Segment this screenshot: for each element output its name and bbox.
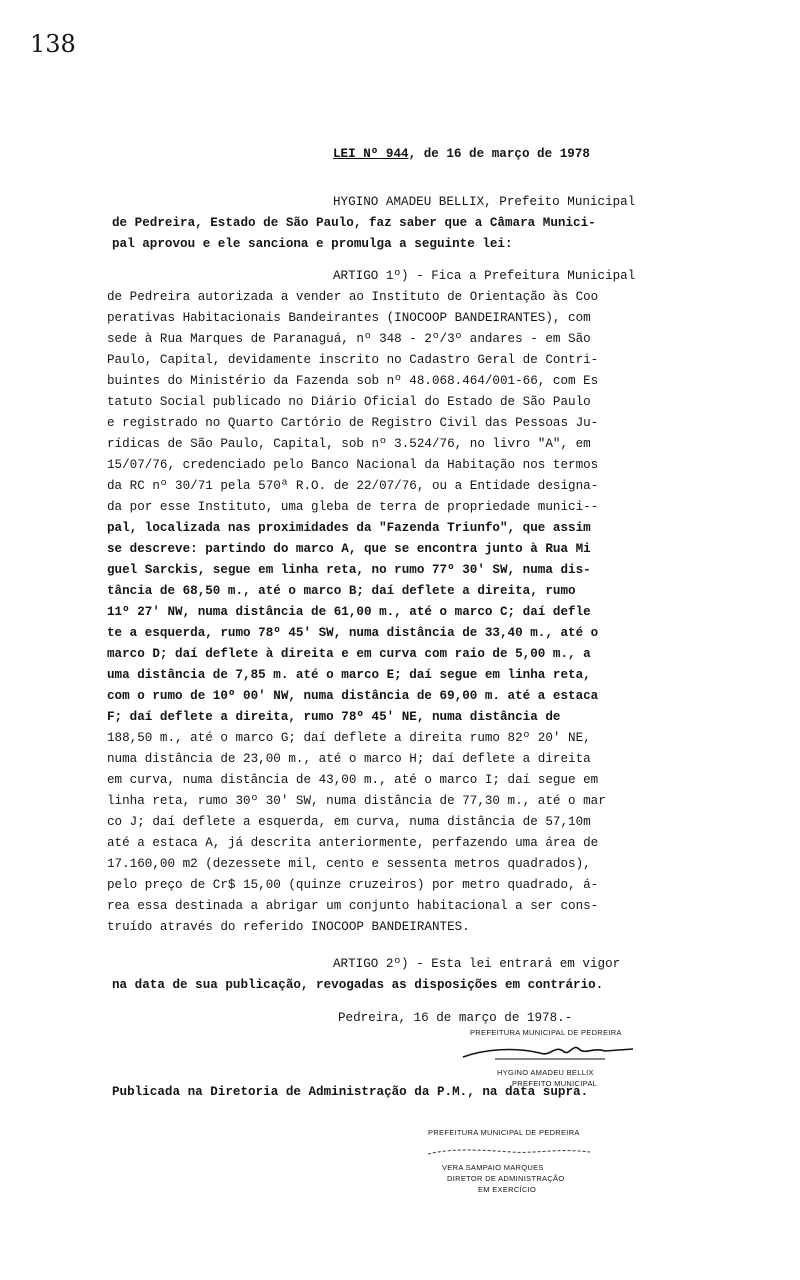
text-line: Pedreira, 16 de março de 1978.-	[338, 1011, 573, 1025]
text-line: até a estaca A, já descrita anteriormente, perfazendo uma área de	[107, 836, 599, 850]
text-line: HYGINO AMADEU BELLIX, Prefeito Municipal	[333, 195, 636, 209]
text-line: co J; daí deflete a esquerda, em curva, numa distância de 57,10m	[107, 815, 591, 829]
mayor-stamp-header: PREFEITURA MUNICIPAL DE PEDREIRA	[470, 1028, 622, 1037]
text-line: ARTIGO 2º) - Esta lei entrará em vigor	[333, 957, 621, 971]
law-heading	[333, 148, 590, 161]
director-stamp-role: DIRETOR DE ADMINISTRAÇÃO	[447, 1174, 565, 1183]
mayor-stamp-name: HYGINO AMADEU BELLIX	[497, 1068, 594, 1077]
director-stamp-name: VERA SAMPAIO MARQUES	[442, 1163, 544, 1172]
text-line: F; daí deflete a direita, rumo 78º 45' NE, numa distância de	[107, 710, 561, 724]
text-line: pal, localizada nas proximidades da "Fazenda Triunfo", que assim	[107, 521, 591, 535]
text-line: numa distância de 23,00 m., até o marco H; daí deflete a direita	[107, 752, 591, 766]
text-line: 15/07/76, credenciado pelo Banco Nacional da Habitação nos termos	[107, 458, 599, 472]
text-line: com o rumo de 10º 00' NW, numa distância de 69,00 m. até a estaca	[107, 689, 599, 703]
director-stamp-note: EM EXERCÍCIO	[478, 1185, 537, 1194]
text-line: te a esquerda, rumo 78º 45' SW, numa distância de 33,40 m., até o	[107, 626, 599, 640]
text-line: da por esse Instituto, uma gleba de terra de propriedade munici--	[107, 500, 599, 514]
text-line: 188,50 m., até o marco G; daí deflete a direita rumo 82º 20' NE,	[107, 731, 591, 745]
text-line: rea essa destinada a abrigar um conjunto habitacional a ser cons-	[107, 899, 599, 913]
text-line: tatuto Social publicado no Diário Oficial do Estado de São Paulo	[107, 395, 591, 409]
text-line: perativas Habitacionais Bandeirantes (INOCOOP BANDEIRANTES), com	[107, 311, 591, 325]
text-line: Paulo, Capital, devidamente inscrito no Cadastro Geral de Contri-	[107, 353, 599, 367]
text-line: rídicas de São Paulo, Capital, sob nº 3.524/76, no livro "A", em	[107, 437, 591, 451]
director-signature	[422, 1142, 602, 1164]
text-line: pal aprovou e ele sanciona e promulga a seguinte lei:	[112, 237, 513, 251]
text-line: e registrado no Quarto Cartório de Registro Civil das Pessoas Ju-	[107, 416, 599, 430]
text-line: 17.160,00 m2 (dezessete mil, cento e sessenta metros quadrados),	[107, 857, 591, 871]
text-line: marco D; daí deflete à direita e em curva com raio de 5,00 m., a	[107, 647, 591, 661]
text-line: tância de 68,50 m., até o marco B; daí deflete a direita, rumo	[107, 584, 576, 598]
text-line: da RC nº 30/71 pela 570ª R.O. de 22/07/76, ou a Entidade designa-	[107, 479, 599, 493]
text-line: se descreve: partindo do marco A, que se encontra junto à Rua Mi	[107, 542, 591, 556]
mayor-signature	[455, 1035, 645, 1067]
page-number: 138	[30, 30, 76, 58]
director-stamp-header: PREFEITURA MUNICIPAL DE PEDREIRA	[428, 1128, 580, 1137]
text-line: pelo preço de Cr$ 15,00 (quinze cruzeiros) por metro quadrado, á-	[107, 878, 599, 892]
text-line: linha reta, rumo 30º 30' SW, numa distância de 77,30 m., até o mar	[107, 794, 606, 808]
text-line: truído através do referido INOCOOP BANDEIRANTES.	[107, 920, 470, 934]
text-line: de Pedreira, Estado de São Paulo, faz saber que a Câmara Munici-	[112, 216, 596, 230]
text-line: guel Sarckis, segue em linha reta, no rumo 77º 30' SW, numa dis-	[107, 563, 591, 577]
law-date: , de 16 de março de 1978	[408, 147, 590, 161]
text-line: Publicada na Diretoria de Administração da P.M., na data supra.	[112, 1085, 589, 1099]
text-line: sede à Rua Marques de Paranaguá, nº 348 - 2º/3º andares - em São	[107, 332, 591, 346]
text-line: uma distância de 7,85 m. até o marco E; daí segue em linha reta,	[107, 668, 591, 682]
text-line: de Pedreira autorizada a vender ao Instituto de Orientação às Coo	[107, 290, 599, 304]
law-number: LEI Nº 944	[333, 147, 409, 161]
text-line: buintes do Ministério da Fazenda sob nº 48.068.464/001-66, com Es	[107, 374, 599, 388]
text-line: em curva, numa distância de 43,00 m., até o marco I; daí segue em	[107, 773, 599, 787]
text-line: na data de sua publicação, revogadas as disposições em contrário.	[112, 978, 604, 992]
mayor-stamp-role: PREFEITO MUNICIPAL	[512, 1079, 598, 1088]
text-line: ARTIGO 1º) - Fica a Prefeitura Municipal	[333, 269, 636, 283]
text-line: 11º 27' NW, numa distância de 61,00 m., até o marco C; daí defle	[107, 605, 591, 619]
